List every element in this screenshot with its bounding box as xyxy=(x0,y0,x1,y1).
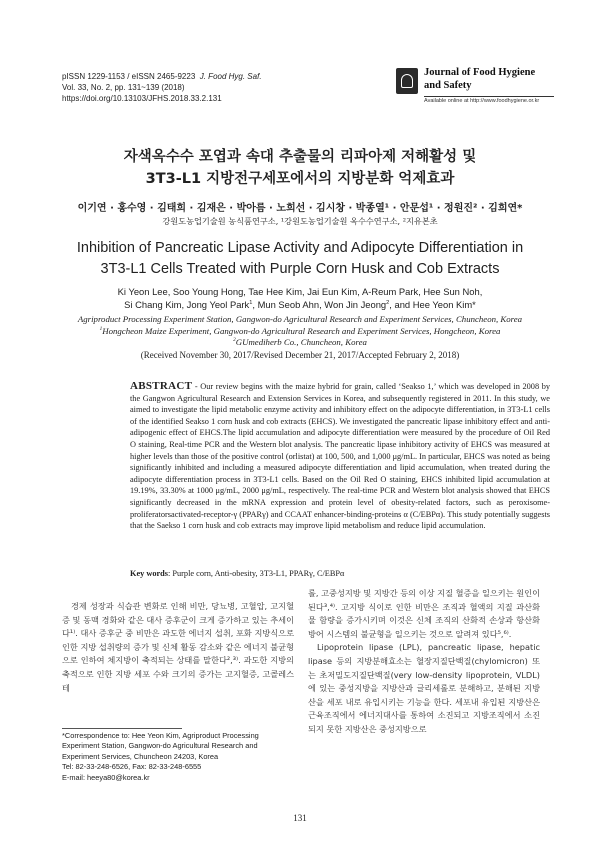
correspondence-footnote: *Correspondence to: Hee Yeon Kim, Agriproduct Processing Experiment Station, Gangwon-do Agricultural Research and Experiment Services, Chuncheon 24203, Korea Tel: 82-33-248-6526, Fax: 82-33-248-6555 E-mail: heeya80@korea.kr xyxy=(62,731,294,783)
abstract-text: - Our review begins with the maize hybrid for grain, called ‘Seakso 1,’ which was developed in 2008 by the Gangwon Agricultural Research and Extension Services in Korea, and subsequently registered in 2011. In this study, we aimed to investigate the lipid metabolic enzyme activity and inhibitory effect on the adipocyte differentiation, in 3T3-L1 cells of the identified Seakso 1 corn husk and cob extracts (EHCS). We investigated the pancreatic lipase inhibitory effect and anti-adipogenic effect of EHCS.The lipid accumulation and adipocyte differentiation were measured by the procedure of Oil Red O staining, Real-time PCR and the Western blot analysis. The pancreatic lipase inhibitory activity of EHCS was measured at higher levels than those of the positive control (orlistat) at 100, 500, and 1,000 μg/mL. In particular, EHCS was noted as being significantly inhibited and including a measured adipocyte differentiation and lipid accumulation, when treated during the adipocyte differentiation process in 3T3-L1 cells. Based on the Oil Red O staining, EHCS inhibited lipid accumulation at 19.19%, 33.30% at 1000 μg/mL, 2000 μg/mL, respectively. The real-time PCR and Western blot analysis showed that EHCS significantly decreased in the mRNA expression and protein level of obesity-related factors, such as peroxisome-proliferatorsactivated-receptor-γ (PPARγ) and CCAAT enhancer-binding-proteins α (C/EBPα). This study potentially suggests that the Saekso 1 corn husk and cob extracts may improve lipid metabolism and reduce lipid accumulation. xyxy=(130,382,550,531)
footnote-divider xyxy=(62,728,182,729)
journal-name: Journal of Food Hygiene and Safety xyxy=(424,67,536,91)
body-paragraph: Lipoprotein lipase (LPL), pancreatic lipase, hepatic lipase 등의 지방분해효소는 혈장지질단백질(chylomicron) 또는 초저밀도지질단백질(very low-density lipoprotein, VLDL)에 있는 중성지방을 지방산과 글리세롤로 분해하고, 분해된 지방산을 세포 내로 유입시키는 기능을 한다. 세포내 유입된 지방산은 근육조직에서 에너지대사를 통하여 소진되고 지방조직에서 소진되지 못한 지방산은 중성지방으로 xyxy=(308,642,540,734)
doi-link[interactable]: https://doi.org/10.13103/JFHS.2018.33.2.131 xyxy=(62,94,222,103)
page-number: 131 xyxy=(293,813,307,823)
journal-logo-icon xyxy=(396,68,418,94)
abstract-label: ABSTRACT xyxy=(130,380,193,392)
journal-online-link[interactable]: Available online at http://www.foodhygiene.or.kr xyxy=(424,98,540,104)
journal-abbrev: J. Food Hyg. Saf. xyxy=(199,72,262,81)
body-column-left xyxy=(62,600,294,695)
body-column-right xyxy=(308,587,540,737)
body-paragraph: 경제 성장과 식습관 변화로 인해 비만, 당뇨병, 고혈압, 고지혈증 및 동맥 경화와 같은 대사 증후군이 크게 증가하고 있는 추세이다¹⁾. 대사 증후군 중 비만은 과도한 에너지 섭취, 포화 지방식으로 인한 지방 섭취량의 증가 및 신체 활동 감소와 같은 에너지 불균형으로 인하여 체지방이 축적되는 상태를 말한다²,³⁾. 과도한 지방의 축적으로 인한 지방 세포 수와 크기의 증가는 고지혈증, 고콜레스테 xyxy=(62,601,294,693)
authors-english: Ki Yeon Lee, Soo Young Hong, Tae Hee Kim, Jai Eun Kim, A-Reum Park, Hee Sun Noh, Si Chang Kim, Jong Yeol Park$^1$, Mun Seob Ahn, Won Jin Jeong$^2$, and Hee Yeon Kim* xyxy=(117,286,483,310)
authors-korean: 이기연 · 홍수영 · 김태희 · 김재은 · 박아름 · 노희선 · 김시창 · 박종열¹ · 안문섭¹ · 정원진² · 김희연* xyxy=(77,203,523,214)
email-link[interactable]: E-mail: heeya80@korea.kr xyxy=(62,772,150,782)
affiliation-korean: 강원도농업기술원 농식품연구소, ¹강원도농업기술원 옥수수연구소, ²지유본초 xyxy=(162,216,438,226)
received-dates: (Received November 30, 2017/Revised December 21, 2017/Accepted February 2, 2018) xyxy=(140,350,460,360)
body-paragraph: 롤, 고중성지방 및 지방간 등의 이상 지질 혈증을 일으키는 원인이 된다³,⁴⁾. 고지방 식이로 인한 비만은 조직과 혈액의 지질 과산화물 함량을 증가시키며 이것은 신체 조직의 산화적 손상과 항산화 방어 시스템의 불균형을 일으키는 것으로 알려져 있다⁵,⁶⁾. xyxy=(308,588,540,639)
journal-rule xyxy=(424,96,554,97)
title-english: Inhibition of Pancreatic Lipase Activity and Adipocyte Differentiation in 3T3-L1 Cells Treated with Purple Corn Husk and Cob Extracts xyxy=(76,240,524,277)
issn: pISSN 1229-1153 / eISSN 2465-9223 xyxy=(62,72,196,81)
volume-line: Vol. 33, No. 2, pp. 131~139 (2018) xyxy=(62,83,185,92)
citation-header xyxy=(62,71,292,104)
affiliation-english: Agriproduct Processing Experiment Station, Gangwon-do Agricultural Research and Experiment Services, Chuncheon, Korea $^1$Hongcheon Maize Experiment, Gangwon-do Agricultural Research and Experiment Services, Hongcheon, Korea $^2$GUmediherb Co., Chuncheon, Korea xyxy=(77,314,523,347)
title-korean: 자색옥수수 포엽과 속대 추출물의 리파아제 저해활성 및 3T3-L1 지방전구세포에서의 지방분화 억제효과 xyxy=(123,149,477,187)
abstract xyxy=(130,381,550,532)
keywords: Key words: Purple corn, Anti-obesity, 3T3-L1, PPARγ, C/EBPα xyxy=(130,569,345,578)
